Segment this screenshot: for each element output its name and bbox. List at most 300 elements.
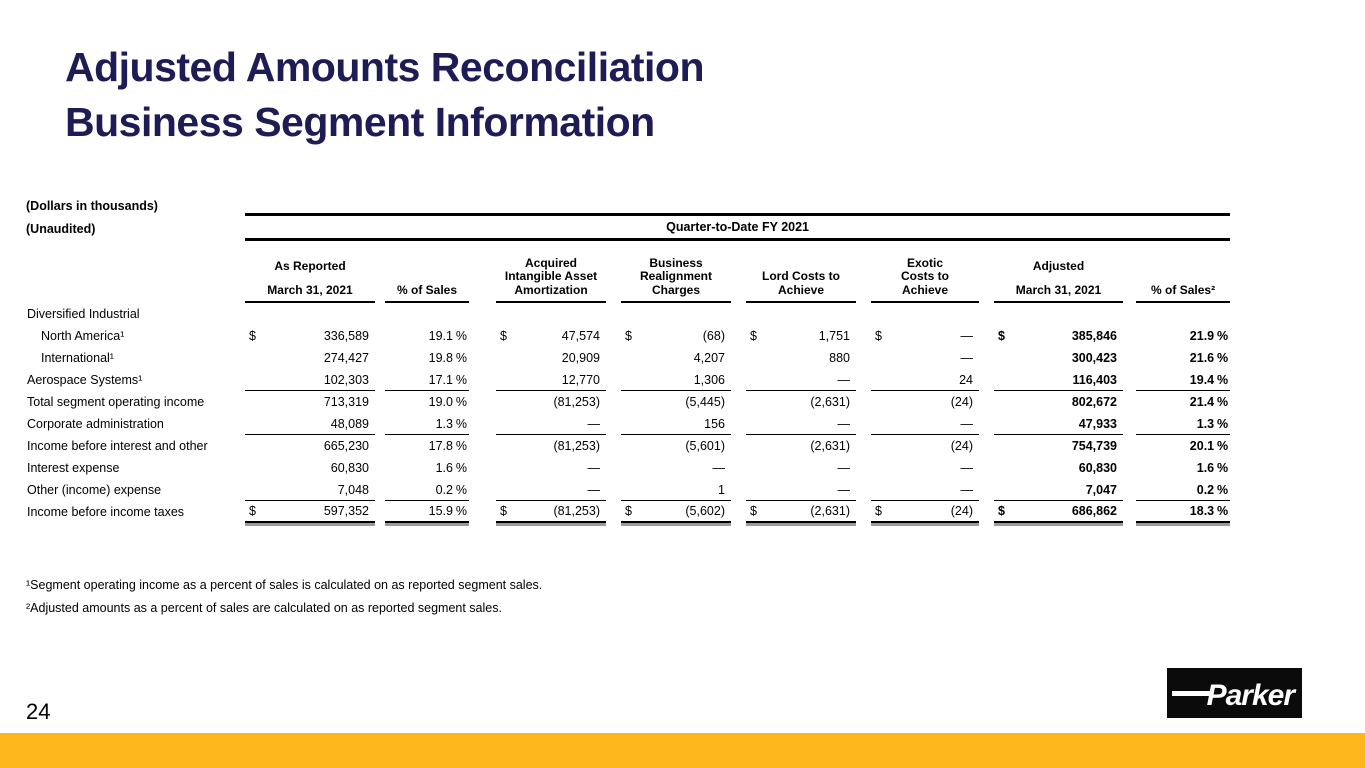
cell-pct-of-sales	[385, 347, 469, 369]
logo-text: Parker	[1206, 679, 1294, 712]
cell-pct-of-sales-adjusted	[1136, 413, 1230, 435]
percent-symbol: %	[455, 504, 467, 518]
cell-adjusted	[994, 501, 1123, 523]
cell-business-realignment-charges	[621, 303, 731, 325]
column-header-line: March 31, 2021	[1015, 282, 1102, 297]
cell-pct-of-sales	[385, 435, 469, 457]
footnotes	[26, 578, 542, 624]
currency-symbol: $	[500, 504, 507, 518]
column-gap	[731, 347, 746, 369]
column-gap	[979, 391, 994, 413]
currency-symbol: $	[875, 329, 882, 343]
percent-symbol: %	[455, 461, 467, 475]
cell-value: —	[837, 482, 850, 497]
cell-lord-costs-to-achieve	[746, 501, 856, 523]
table-row	[26, 391, 1230, 413]
cell-value: 20.1	[1189, 439, 1215, 453]
currency-symbol: $	[249, 329, 256, 343]
cell-value: —	[587, 416, 600, 431]
cell-value: (24)	[950, 395, 973, 409]
column-header-lord-costs-to-achieve	[746, 241, 856, 303]
page-number: 24	[26, 699, 51, 724]
cell-acquired-intangible-asset-amortization	[496, 479, 606, 501]
cell-value: 336,589	[323, 329, 369, 343]
cell-exotic-costs-to-achieve	[871, 303, 979, 325]
currency-symbol: $	[249, 504, 256, 518]
cell-value: 19.0	[428, 395, 453, 409]
currency-symbol: $	[875, 504, 882, 518]
cell-exotic-costs-to-achieve	[871, 435, 979, 457]
cell-value: —	[587, 461, 600, 475]
footnote-2: ²Adjusted amounts as a percent of sales are calculated on as reported segment sales.	[26, 601, 502, 615]
cell-business-realignment-charges	[621, 479, 731, 501]
cell-business-realignment-charges	[621, 501, 731, 523]
cell-acquired-intangible-asset-amortization	[496, 391, 606, 413]
column-gap	[856, 479, 871, 501]
cell-value: (2,631)	[810, 395, 850, 409]
column-header-line: Achieve	[901, 282, 949, 297]
cell-value: —	[960, 351, 973, 365]
cell-value: 21.4	[1189, 395, 1215, 409]
cell-adjusted	[994, 347, 1123, 369]
cell-value: 156	[704, 416, 725, 431]
cell-pct-of-sales-adjusted	[1136, 303, 1230, 325]
cell-pct-of-sales-adjusted	[1136, 479, 1230, 501]
cell-value: 60,830	[1078, 461, 1117, 475]
column-gap	[375, 391, 385, 413]
row-label: Other (income) expense	[27, 483, 162, 497]
cell-pct-of-sales	[385, 325, 469, 347]
unaudited-note: (Unaudited)	[26, 222, 96, 236]
column-header-line: Achieve	[777, 282, 825, 297]
column-gap	[1123, 325, 1136, 347]
column-gap	[469, 241, 496, 303]
column-gap	[856, 241, 871, 303]
header-label-spacer	[26, 241, 245, 303]
cell-value: (81,253)	[553, 395, 600, 409]
column-gap	[375, 413, 385, 435]
cell-value: 1.3	[1196, 416, 1215, 431]
cell-value: 802,672	[1071, 395, 1117, 409]
column-gap	[856, 413, 871, 435]
column-gap	[469, 457, 496, 479]
column-gap	[856, 391, 871, 413]
column-gap	[856, 369, 871, 391]
column-header-line: Exotic	[906, 255, 943, 270]
cell-value: 47,933	[1078, 416, 1117, 431]
cell-value: 0.2	[1196, 482, 1215, 497]
cell-value: 21.9	[1189, 329, 1215, 343]
cell-acquired-intangible-asset-amortization	[496, 457, 606, 479]
column-gap	[731, 303, 746, 325]
cell-value: —	[587, 482, 600, 497]
row-label: Diversified Industrial	[27, 307, 140, 321]
row-label: Total segment operating income	[27, 395, 205, 409]
column-gap	[731, 435, 746, 457]
cell-exotic-costs-to-achieve	[871, 325, 979, 347]
cell-value: (24)	[950, 439, 973, 453]
column-header-line: As Reported	[274, 259, 346, 273]
percent-symbol: %	[455, 416, 467, 431]
cell-pct-of-sales	[385, 413, 469, 435]
percent-symbol: %	[455, 439, 467, 453]
cell-business-realignment-charges	[621, 457, 731, 479]
column-gap	[469, 391, 496, 413]
row-label: Interest expense	[27, 461, 120, 475]
currency-symbol: $	[998, 329, 1005, 343]
cell-value: —	[837, 372, 850, 387]
cell-as-reported	[245, 347, 375, 369]
column-gap	[731, 241, 746, 303]
cell-value: 0.2	[435, 482, 453, 497]
cell-lord-costs-to-achieve	[746, 347, 856, 369]
cell-pct-of-sales	[385, 501, 469, 523]
column-gap	[375, 347, 385, 369]
cell-adjusted	[994, 479, 1123, 501]
table-row	[26, 369, 1230, 391]
cell-value: 17.8	[428, 439, 453, 453]
column-header-line: Charges	[651, 282, 701, 297]
cell-lord-costs-to-achieve	[746, 325, 856, 347]
currency-symbol: $	[625, 329, 632, 343]
column-gap	[979, 501, 994, 523]
cell-value: —	[837, 461, 850, 475]
parker-logo	[1167, 668, 1302, 718]
column-gap	[606, 303, 621, 325]
column-gap	[1123, 391, 1136, 413]
cell-as-reported	[245, 391, 375, 413]
cell-as-reported	[245, 303, 375, 325]
column-gap	[375, 325, 385, 347]
cell-value: —	[960, 461, 973, 475]
column-header-lines	[1136, 284, 1230, 298]
percent-symbol: %	[455, 482, 467, 497]
cell-business-realignment-charges	[621, 347, 731, 369]
column-header-line: Realignment	[639, 269, 712, 283]
column-gap	[1123, 303, 1136, 325]
column-gap	[606, 501, 621, 523]
column-gap	[606, 391, 621, 413]
table-row	[26, 501, 1230, 523]
cell-pct-of-sales-adjusted	[1136, 391, 1230, 413]
percent-symbol: %	[455, 372, 467, 387]
currency-symbol: $	[500, 329, 507, 343]
cell-pct-of-sales-adjusted	[1136, 369, 1230, 391]
cell-value: 1,306	[693, 372, 725, 387]
cell-business-realignment-charges	[621, 391, 731, 413]
column-gap	[731, 501, 746, 523]
column-gap	[856, 501, 871, 523]
column-header-line: % of Sales	[396, 282, 458, 297]
row-label: North America¹	[41, 329, 125, 343]
dollars-in-thousands-note: (Dollars in thousands)	[26, 199, 158, 213]
column-gap	[1123, 241, 1136, 303]
page-title	[65, 40, 704, 150]
column-gap	[979, 413, 994, 435]
cell-value: (5,602)	[685, 504, 725, 518]
cell-value: 686,862	[1071, 504, 1117, 518]
cell-adjusted	[994, 369, 1123, 391]
column-gap	[375, 457, 385, 479]
row-label: Income before interest and other	[27, 439, 208, 453]
column-gap	[1123, 413, 1136, 435]
cell-value: 18.3	[1189, 504, 1215, 518]
percent-symbol: %	[455, 395, 467, 409]
column-gap	[856, 457, 871, 479]
percent-symbol: %	[1217, 372, 1229, 387]
column-gap	[979, 435, 994, 457]
percent-symbol: %	[1217, 416, 1229, 431]
bottom-accent-bar	[0, 733, 1365, 768]
column-gap	[606, 457, 621, 479]
cell-value: 665,230	[323, 439, 369, 453]
cell-value: (5,445)	[685, 395, 725, 409]
cell-value: 21.6	[1189, 351, 1215, 365]
cell-exotic-costs-to-achieve	[871, 479, 979, 501]
cell-acquired-intangible-asset-amortization	[496, 413, 606, 435]
column-header-lines	[385, 284, 469, 298]
cell-value: 102,303	[323, 372, 369, 387]
column-gap	[1123, 479, 1136, 501]
cell-value: 20,909	[561, 351, 600, 365]
column-gap	[469, 435, 496, 457]
cell-exotic-costs-to-achieve	[871, 347, 979, 369]
column-header-lines	[621, 257, 731, 298]
cell-value: 47,574	[561, 329, 600, 343]
column-gap	[469, 501, 496, 523]
cell-adjusted	[994, 325, 1123, 347]
cell-as-reported	[245, 413, 375, 435]
cell-exotic-costs-to-achieve	[871, 413, 979, 435]
column-gap	[1123, 435, 1136, 457]
percent-symbol: %	[1217, 329, 1229, 343]
cell-value: 19.1	[428, 329, 453, 343]
column-header-as-reported	[245, 241, 375, 303]
column-header-line: Costs to	[901, 269, 949, 283]
cell-as-reported	[245, 325, 375, 347]
column-gap	[375, 501, 385, 523]
cell-value: 19.4	[1189, 372, 1215, 387]
row-label: Aerospace Systems¹	[27, 373, 143, 387]
cell-pct-of-sales-adjusted	[1136, 457, 1230, 479]
column-gap	[979, 457, 994, 479]
table-row	[26, 479, 1230, 501]
cell-pct-of-sales-adjusted	[1136, 501, 1230, 523]
cell-value: 12,770	[561, 372, 600, 387]
column-gap	[375, 435, 385, 457]
column-header-line: Lord Costs to	[762, 269, 840, 283]
column-header-line: Acquired	[524, 255, 577, 270]
currency-symbol: $	[750, 329, 757, 343]
cell-value: 1.3	[435, 416, 453, 431]
column-gap	[375, 479, 385, 501]
percent-symbol: %	[455, 329, 467, 343]
cell-value: —	[960, 329, 973, 343]
cell-value: 713,319	[323, 395, 369, 409]
column-header-line: Intangible Asset	[504, 269, 598, 283]
cell-lord-costs-to-achieve	[746, 457, 856, 479]
column-header-line: March 31, 2021	[267, 282, 353, 297]
cell-business-realignment-charges	[621, 435, 731, 457]
column-header-line: Adjusted	[1032, 259, 1085, 273]
column-gap	[979, 241, 994, 303]
cell-as-reported	[245, 501, 375, 523]
cell-pct-of-sales	[385, 457, 469, 479]
title-line-1: Adjusted Amounts Reconciliation	[65, 44, 705, 90]
column-gap	[979, 325, 994, 347]
column-header-acquired-intangible-asset-amortization	[496, 241, 606, 303]
column-gap	[606, 479, 621, 501]
percent-symbol: %	[1217, 395, 1229, 409]
cell-value: 1.6	[1196, 461, 1215, 475]
cell-adjusted	[994, 413, 1123, 435]
cell-value: 1	[718, 482, 725, 497]
cell-value: 274,427	[323, 351, 369, 365]
reconciliation-table	[26, 213, 1230, 523]
cell-business-realignment-charges	[621, 413, 731, 435]
table-header-row	[26, 241, 1230, 303]
cell-acquired-intangible-asset-amortization	[496, 347, 606, 369]
column-gap	[979, 369, 994, 391]
cell-value: 19.8	[428, 351, 453, 365]
column-gap	[731, 325, 746, 347]
column-gap	[606, 347, 621, 369]
column-gap	[1123, 347, 1136, 369]
column-gap	[731, 479, 746, 501]
column-gap	[979, 303, 994, 325]
column-gap	[375, 369, 385, 391]
column-gap	[606, 413, 621, 435]
column-gap	[469, 369, 496, 391]
column-gap	[469, 325, 496, 347]
cell-exotic-costs-to-achieve	[871, 457, 979, 479]
column-header-exotic-costs-to-achieve	[871, 241, 979, 303]
column-header-pct-of-sales-adjusted	[1136, 241, 1230, 303]
cell-business-realignment-charges	[621, 369, 731, 391]
percent-symbol: %	[1217, 439, 1229, 453]
column-gap	[469, 413, 496, 435]
column-header-line: Business	[649, 255, 703, 270]
column-header-line: Amortization	[514, 282, 588, 297]
cell-acquired-intangible-asset-amortization	[496, 501, 606, 523]
cell-value: 1.6	[435, 461, 453, 475]
cell-value: 754,739	[1071, 439, 1117, 453]
cell-value: 7,048	[337, 482, 369, 497]
cell-business-realignment-charges	[621, 325, 731, 347]
table-row	[26, 303, 1230, 325]
column-header-lines	[871, 257, 979, 298]
row-label: International¹	[41, 351, 114, 365]
cell-value: (68)	[702, 329, 725, 343]
cell-value: 7,047	[1085, 482, 1117, 497]
table-body	[26, 303, 1230, 523]
table-row	[26, 457, 1230, 479]
cell-value: 597,352	[323, 504, 369, 518]
cell-pct-of-sales-adjusted	[1136, 325, 1230, 347]
column-gap	[469, 479, 496, 501]
cell-value: 4,207	[693, 351, 725, 365]
column-header-lines	[746, 270, 856, 297]
cell-value: 880	[829, 351, 850, 365]
cell-value: (24)	[950, 504, 973, 518]
column-header-pct-of-sales	[385, 241, 469, 303]
cell-value: 116,403	[1072, 372, 1117, 387]
table-row	[26, 347, 1230, 369]
cell-exotic-costs-to-achieve	[871, 391, 979, 413]
column-gap	[731, 369, 746, 391]
column-gap	[979, 479, 994, 501]
column-gap	[606, 241, 621, 303]
percent-symbol: %	[1217, 504, 1229, 518]
column-gap	[469, 347, 496, 369]
cell-adjusted	[994, 391, 1123, 413]
cell-as-reported	[245, 369, 375, 391]
column-gap	[731, 413, 746, 435]
table-period-header: Quarter-to-Date FY 2021	[245, 213, 1230, 241]
column-gap	[856, 347, 871, 369]
table-corner-spacer	[26, 213, 245, 241]
cell-value: (2,631)	[810, 504, 850, 518]
percent-symbol: %	[1217, 461, 1229, 475]
cell-value: 300,423	[1071, 351, 1117, 365]
cell-adjusted	[994, 435, 1123, 457]
column-gap	[606, 369, 621, 391]
cell-lord-costs-to-achieve	[746, 369, 856, 391]
cell-acquired-intangible-asset-amortization	[496, 303, 606, 325]
cell-pct-of-sales	[385, 369, 469, 391]
cell-pct-of-sales-adjusted	[1136, 347, 1230, 369]
column-gap	[606, 435, 621, 457]
percent-symbol: %	[455, 351, 467, 365]
cell-value: (81,253)	[553, 504, 600, 518]
title-line-2: Business Segment Information	[65, 99, 655, 145]
cell-value: (5,601)	[685, 439, 725, 453]
column-gap	[606, 325, 621, 347]
column-gap	[856, 435, 871, 457]
cell-value: 1,751	[818, 329, 850, 343]
cell-value: 48,089	[330, 416, 369, 431]
cell-value: —	[712, 461, 725, 475]
column-gap	[856, 303, 871, 325]
column-header-adjusted	[994, 241, 1123, 303]
cell-adjusted	[994, 457, 1123, 479]
cell-value: —	[960, 482, 973, 497]
row-label: Income before income taxes	[27, 505, 185, 519]
cell-value: (81,253)	[553, 439, 600, 453]
cell-value: 60,830	[330, 461, 369, 475]
cell-lord-costs-to-achieve	[746, 479, 856, 501]
cell-value: (2,631)	[810, 439, 850, 453]
logo-stripe	[1172, 691, 1210, 696]
footnote-1: ¹Segment operating income as a percent of sales is calculated on as reported segment sales.	[26, 578, 543, 592]
cell-acquired-intangible-asset-amortization	[496, 369, 606, 391]
cell-as-reported	[245, 457, 375, 479]
column-gap	[1123, 457, 1136, 479]
cell-value: 17.1	[428, 372, 453, 387]
cell-pct-of-sales	[385, 303, 469, 325]
cell-acquired-intangible-asset-amortization	[496, 325, 606, 347]
cell-acquired-intangible-asset-amortization	[496, 435, 606, 457]
column-gap	[1123, 369, 1136, 391]
cell-pct-of-sales	[385, 479, 469, 501]
table-row	[26, 325, 1230, 347]
table-row	[26, 435, 1230, 457]
cell-lord-costs-to-achieve	[746, 391, 856, 413]
cell-lord-costs-to-achieve	[746, 435, 856, 457]
cell-as-reported	[245, 479, 375, 501]
currency-symbol: $	[750, 504, 757, 518]
currency-symbol: $	[998, 504, 1005, 518]
